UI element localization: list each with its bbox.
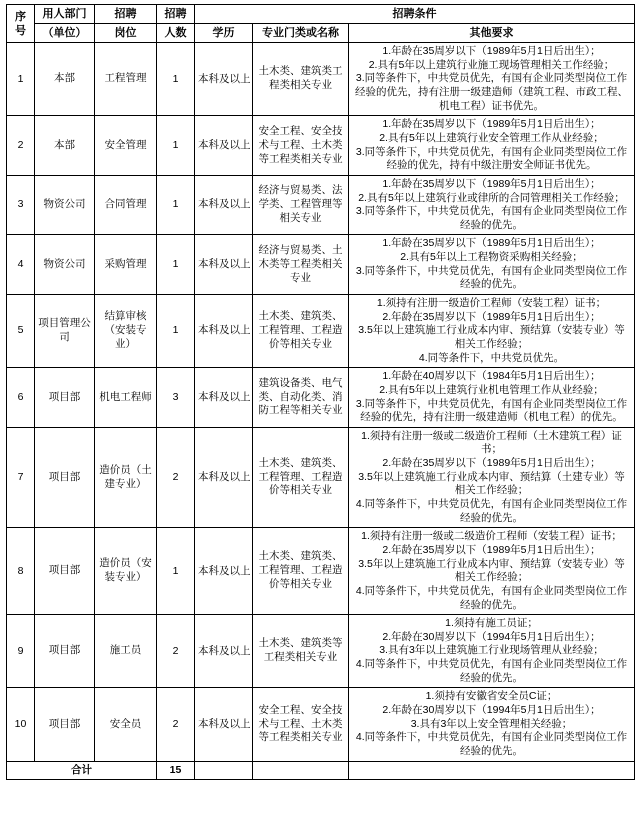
table-header-row-1 <box>7 5 635 24</box>
cell-seq: 8 <box>7 528 35 615</box>
text-line: 2.年龄在35周岁以下（1989年5月1日后出生）； <box>382 457 601 470</box>
text-line: 造价员 <box>99 463 131 476</box>
cell-department <box>35 427 95 527</box>
header-seq: 序号 <box>7 5 35 43</box>
cell-seq: 4 <box>7 235 35 295</box>
cell-department <box>35 175 95 235</box>
text-line: 相关专业 <box>279 212 322 225</box>
text-line: 工程管理 <box>104 72 147 85</box>
text-line: 价等相关专业 <box>269 484 332 497</box>
table-row <box>7 615 635 688</box>
text-line: 3.同等条件下，中共党员优先，有国有企业同类型岗位工作 <box>355 72 628 85</box>
cell-education: 本科及以上 <box>195 175 253 235</box>
header-other: 其他要求 <box>349 24 635 43</box>
text-line: 2.年龄在30周岁以下（1994年5月1日后出生）； <box>382 703 601 716</box>
text-line: 1.年龄在35周岁以下（1989年5月1日后出生）； <box>382 177 601 190</box>
text-line: 2.具有5年以上建筑行业施工现场管理相关工作经验； <box>368 58 615 71</box>
text-line: 物资公司 <box>43 198 86 211</box>
cell-education: 本科及以上 <box>195 528 253 615</box>
cell-other-requirements <box>349 368 635 428</box>
cell-department <box>35 43 95 116</box>
cell-post <box>95 116 157 176</box>
table-row <box>7 427 635 527</box>
cell-seq: 5 <box>7 295 35 368</box>
cell-count: 2 <box>157 427 195 527</box>
text-line: 4.同等条件下，中共党员优先。 <box>418 351 565 364</box>
text-line: 1.须持有注册一级或二级造价工程师（土木建筑工程）证 <box>361 429 622 442</box>
header-conditions: 招聘条件 <box>195 5 635 24</box>
text-line: 土木类、建筑类、 <box>258 310 343 323</box>
text-line: 1.年龄在35周岁以下（1989年5月1日后出生）； <box>382 45 601 58</box>
table-row <box>7 528 635 615</box>
text-line: 3.同等条件下，中共党员优先，有国有企业同类型岗位工作 <box>355 145 628 158</box>
cell-post <box>95 175 157 235</box>
cell-post <box>95 43 157 116</box>
text-line: 1.须持有注册一级或二级造价工程师（安装工程）证书； <box>361 530 622 543</box>
text-line: 合同管理 <box>104 198 147 211</box>
text-line: 经济与贸易类、土 <box>258 243 343 256</box>
cell-post <box>95 615 157 688</box>
text-line: 机电工程师 <box>99 390 152 403</box>
table-row <box>7 116 635 176</box>
total-other-blank <box>349 761 635 779</box>
cell-post <box>95 427 157 527</box>
text-line: 经验的优先。 <box>460 511 523 524</box>
text-line: 项目部 <box>48 470 81 483</box>
text-line: 经验的优先。 <box>460 671 523 684</box>
cell-seq: 10 <box>7 688 35 761</box>
text-line: 项目部 <box>48 390 81 403</box>
cell-education: 本科及以上 <box>195 688 253 761</box>
header-dept-line1: 用人部门 <box>35 5 95 24</box>
cell-count: 1 <box>157 43 195 116</box>
text-line: 4.同等条件下，中共党员优先，有国有企业同类型岗位工作 <box>355 731 628 744</box>
text-line: 3.5年以上建筑施工行业成本内审、预结算（土建专业）等 <box>358 470 625 483</box>
text-line: 1.年龄在35周岁以下（1989年5月1日后出生）； <box>382 237 601 250</box>
text-line: （安装专业） <box>104 557 152 584</box>
text-line: 等工程类相关专业 <box>258 731 343 744</box>
text-line: 1.须持有安徽省安全员C证； <box>425 690 558 703</box>
text-line: 3.具有3年以上建筑施工行业现场管理从业经验； <box>379 644 604 657</box>
cell-count: 1 <box>157 235 195 295</box>
cell-post <box>95 528 157 615</box>
text-line: 项目部 <box>48 644 81 657</box>
text-line: 采购管理 <box>104 257 147 270</box>
text-line: 项目管理 <box>38 317 81 330</box>
cell-post <box>95 368 157 428</box>
cell-seq: 3 <box>7 175 35 235</box>
header-major: 专业门类或名称 <box>253 24 349 43</box>
total-count: 15 <box>157 761 195 779</box>
text-line: 相关工作经验； <box>454 337 529 350</box>
text-line: 土木类、建筑类等 <box>258 637 343 650</box>
text-line: 木类等工程类相关 <box>258 257 343 270</box>
text-line: 3.5年以上建筑施工行业成本内审、预结算（安装专业）等 <box>358 324 625 337</box>
cell-count: 1 <box>157 295 195 368</box>
cell-education: 本科及以上 <box>195 235 253 295</box>
text-line: 3.同等条件下，中共党员优先，有国有企业同类型岗位工作 <box>355 205 628 218</box>
text-line: 学类、工程管理等 <box>258 198 343 211</box>
cell-other-requirements <box>349 175 635 235</box>
cell-other-requirements <box>349 295 635 368</box>
text-line: 经济与贸易类、法 <box>258 184 343 197</box>
header-post-line1: 招聘 <box>95 5 157 24</box>
cell-count: 2 <box>157 615 195 688</box>
cell-department <box>35 368 95 428</box>
text-line: 价等相关专业 <box>269 578 332 591</box>
text-line: 经验的优先。 <box>460 278 523 291</box>
text-line: 安全工程、安全技 <box>258 703 343 716</box>
text-line: 3.同等条件下，中共党员优先，有国有企业同类型岗位工作 <box>355 264 628 277</box>
text-line: 工程管理、工程造 <box>258 470 343 483</box>
cell-other-requirements <box>349 528 635 615</box>
table-row <box>7 295 635 368</box>
cell-other-requirements <box>349 688 635 761</box>
text-line: 相关工作经验； <box>454 571 529 584</box>
text-line: 1.年龄在40周岁以下（1984年5月1日后出生）； <box>382 370 601 383</box>
text-line: 机电工程）证书优先。 <box>439 99 544 112</box>
cell-department <box>35 116 95 176</box>
text-line: 土木类、建筑类 <box>258 65 332 78</box>
cell-education: 本科及以上 <box>195 427 253 527</box>
text-line: 2.具有5年以上工程物资采购相关经验； <box>400 251 583 264</box>
text-line: 项目部 <box>48 564 81 577</box>
cell-department <box>35 235 95 295</box>
text-line: 相关工作经验； <box>454 484 529 497</box>
text-line: 2.具有5年以上建筑行业机电管理工作从业经验； <box>379 383 604 396</box>
text-line: 安全工程、安全技 <box>258 124 343 137</box>
total-label: 合计 <box>7 761 157 779</box>
cell-count: 1 <box>157 116 195 176</box>
cell-post <box>95 295 157 368</box>
text-line: 工程管理、工程造 <box>258 564 343 577</box>
cell-department <box>35 615 95 688</box>
text-line: 建筑设备类、电气 <box>258 376 343 389</box>
table-row <box>7 175 635 235</box>
text-line: 2.具有5年以上建筑行业安全管理工作从业经验； <box>379 132 604 144</box>
cell-education: 本科及以上 <box>195 116 253 176</box>
text-line: 2.年龄在35周岁以下（1989年5月1日后出生）； <box>382 543 601 556</box>
cell-major <box>253 528 349 615</box>
text-line: 经验的优先。 <box>460 218 523 231</box>
cell-major <box>253 295 349 368</box>
header-count-line2: 人数 <box>157 24 195 43</box>
cell-seq: 1 <box>7 43 35 116</box>
cell-seq: 9 <box>7 615 35 688</box>
text-line: 工程管理、工程造 <box>258 324 343 337</box>
cell-post <box>95 688 157 761</box>
text-line: 本部 <box>54 138 75 151</box>
text-line: 3.具有3年以上安全管理相关经验； <box>410 717 573 730</box>
cell-major <box>253 235 349 295</box>
text-line: 术与工程、土木类 <box>258 138 343 151</box>
text-line: 4.同等条件下，中共党员优先，有国有企业同类型岗位工作 <box>355 658 628 671</box>
cell-major <box>253 615 349 688</box>
text-line: 土木类、建筑类、 <box>258 456 343 469</box>
cell-major <box>253 116 349 176</box>
text-line: 4.同等条件下，中共党员优先，有国有企业同类型岗位工作 <box>355 498 628 511</box>
text-line: 土木类、建筑类、 <box>258 550 343 563</box>
table-header-row-2 <box>7 24 635 43</box>
text-line: 经验的优先，持有注册一级建造师（建筑工程、市政工程、 <box>355 86 628 99</box>
text-line: 公司 <box>59 317 91 344</box>
text-line: 术与工程、土木类 <box>258 717 343 730</box>
table-row <box>7 688 635 761</box>
text-line: 项目部 <box>48 717 81 730</box>
text-line: 3.同等条件下，中共党员优先，有国有企业同类型岗位工作 <box>355 397 628 410</box>
text-line: 专业 <box>290 271 311 284</box>
cell-post <box>95 235 157 295</box>
cell-count: 1 <box>157 528 195 615</box>
text-line: 物资公司 <box>43 257 86 270</box>
cell-education: 本科及以上 <box>195 295 253 368</box>
text-line: 类、自动化类、消 <box>258 390 343 403</box>
cell-seq: 7 <box>7 427 35 527</box>
text-line: 1.须持有注册一级造价工程师（安装工程）证书； <box>376 297 607 310</box>
text-line: 价等相关专业 <box>269 338 332 351</box>
header-dept-line2: （单位） <box>35 24 95 43</box>
table-total-row <box>7 761 635 779</box>
text-line: （安装专业） <box>104 324 147 351</box>
cell-count: 2 <box>157 688 195 761</box>
text-line: 安全员 <box>109 717 142 730</box>
table-row <box>7 368 635 428</box>
cell-major <box>253 427 349 527</box>
cell-major <box>253 688 349 761</box>
recruitment-table <box>6 4 635 780</box>
table-body <box>7 43 635 761</box>
text-line: 经验的优先，持有中级注册安全师证书优先。 <box>386 159 597 172</box>
text-line: 防工程等相关专业 <box>258 404 343 417</box>
cell-other-requirements <box>349 615 635 688</box>
text-line: 工程类相关专业 <box>263 651 338 664</box>
cell-major <box>253 175 349 235</box>
table-row <box>7 43 635 116</box>
text-line: 经验的优先，持有注册一级建造师（机电工程）的优先。 <box>360 411 623 424</box>
cell-count: 3 <box>157 368 195 428</box>
cell-major <box>253 368 349 428</box>
text-line: 经验的优先。 <box>460 598 523 611</box>
text-line: 1.年龄在35周岁以下（1989年5月1日后出生）； <box>382 118 601 131</box>
text-line: 4.同等条件下，中共党员优先，有国有企业同类型岗位工作 <box>355 584 628 597</box>
text-line: 本部 <box>54 72 75 85</box>
text-line: 3.5年以上建筑施工行业成本内审、预结算（安装专业）等 <box>358 557 625 570</box>
text-line: 2.年龄在35周岁以下（1989年5月1日后出生）； <box>382 310 601 323</box>
cell-major <box>253 43 349 116</box>
text-line: 等工程类相关专业 <box>258 152 343 165</box>
text-line: 经验的优先。 <box>460 744 523 757</box>
text-line: 安全管理 <box>104 138 147 151</box>
cell-education: 本科及以上 <box>195 615 253 688</box>
cell-education: 本科及以上 <box>195 368 253 428</box>
table-row <box>7 235 635 295</box>
header-post-line2: 岗位 <box>95 24 157 43</box>
cell-other-requirements <box>349 235 635 295</box>
header-count-line1: 招聘 <box>157 5 195 24</box>
header-education: 学历 <box>195 24 253 43</box>
text-line: 书； <box>481 443 502 456</box>
text-line: 施工员 <box>109 644 142 657</box>
text-line: 造价员 <box>99 557 131 570</box>
cell-seq: 6 <box>7 368 35 428</box>
cell-education: 本科及以上 <box>195 43 253 116</box>
total-major-blank <box>253 761 349 779</box>
total-education-blank <box>195 761 253 779</box>
cell-other-requirements <box>349 116 635 176</box>
cell-other-requirements <box>349 43 635 116</box>
cell-seq: 2 <box>7 116 35 176</box>
text-line: （土建专业） <box>104 463 152 490</box>
text-line: 结算审核 <box>104 310 147 323</box>
cell-count: 1 <box>157 175 195 235</box>
cell-department <box>35 528 95 615</box>
cell-department <box>35 295 95 368</box>
text-line: 1.须持有施工员证； <box>445 617 538 630</box>
text-line: 工程类相关专业 <box>269 65 343 92</box>
text-line: 2.年龄在30周岁以下（1994年5月1日后出生）； <box>382 630 601 643</box>
cell-other-requirements <box>349 427 635 527</box>
text-line: 2.具有5年以上建筑行业或律所的合同管理相关工作经验； <box>358 191 625 204</box>
cell-department <box>35 688 95 761</box>
